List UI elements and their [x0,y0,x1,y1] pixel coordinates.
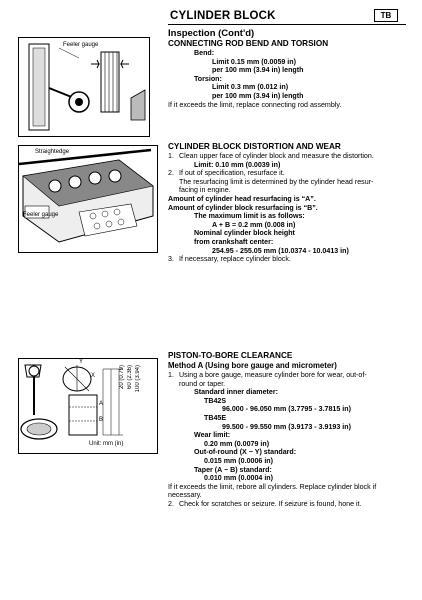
figure-label-feeler-gauge-2: Feeler gauge [23,212,59,218]
step-2: 2. If out of specification, resurface it. [168,169,285,178]
figure-label-straightedge: Straightedge [35,149,70,155]
method-a: Method A (Using bore gauge and micrometer) [168,361,337,370]
figure-block-distortion [18,145,158,253]
amount-a: Amount of cylinder head resurfacing is “A”. [168,194,316,203]
header-rule [168,24,406,25]
figure-label-b: B [99,417,104,423]
wear-limit-label: Wear limit: [194,431,231,440]
rebore-note-1: If it exceeds the limit, rebore all cylinders. Replace cylinder block if [168,482,377,491]
torsion-limit: Limit 0.3 mm (0.012 in) [212,83,289,92]
figure-label-x: X [91,373,96,379]
std-inner-diameter: Standard inner diameter: [194,388,278,397]
heading-piston-bore: PISTON-TO-BORE CLEARANCE [168,351,293,360]
bend-limit: Limit 0.15 mm (0.0059 in) [212,57,296,66]
bore-step-1: 1. Using a bore gauge, measure cylinder bore for wear, out-of- [168,371,367,379]
max-limit-label: The maximum limit is as follows: [194,212,305,221]
nominal-height-label: Nominal cylinder block height [194,229,295,238]
figure-connecting-rod [18,37,150,137]
wear-limit-value: 0.20 mm (0.0079 in) [204,439,270,448]
rebore-note-2: necessary. [168,491,202,500]
section-conrod [168,28,408,109]
taper-label: Taper (A − B) standard: [194,465,272,474]
resurfacing-line-2: facing in engine. [179,186,231,195]
bend-label: Bend: [194,49,215,57]
section-badge: TB [374,9,398,22]
section-piston-bore [168,351,408,509]
heading-block-distortion: CYLINDER BLOCK DISTORTION AND WEAR [168,142,341,151]
figure-dim-3: 100 (3.94) [135,365,141,393]
max-limit-value: A + B = 0.2 mm (0.008 in) [212,220,296,229]
tb45e-value: 99.500 - 99.550 mm (3.9173 - 3.9193 in) [222,422,351,431]
out-of-round-value: 0.015 mm (0.0006 in) [204,456,274,465]
step-1: 1. Clean upper face of cylinder block and measure the distortion. [168,152,374,160]
page-title: CYLINDER BLOCK [170,10,276,22]
figure-bore-gauge [18,358,158,454]
taper-value: 0.010 mm (0.0004 in) [204,474,274,483]
tb45e-label: TB45E [204,413,227,422]
figure-label-feeler-gauge: Feeler gauge [63,42,99,48]
resurfacing-line-1: The resurfacing limit is determined by the cylinder head resur- [179,177,374,186]
nominal-height-value: 254.95 - 255.05 mm (10.0374 - 10.0413 in) [212,246,349,255]
bore-step-2: 2. Check for scratches or seizure. If seizure is found, hone it. [168,499,362,508]
tb42s-value: 96.000 - 96.050 mm (3.7795 - 3.7815 in) [222,405,351,414]
figure-label-y: Y [79,359,84,365]
figure-dim-1: 20 (0.79) [119,365,125,390]
torsion-length: per 100 mm (3.94 in) length [212,91,304,100]
out-of-round-label: Out-of-round (X − Y) standard: [194,448,297,457]
amount-b: Amount of cylinder block resurfacing is “B”. [168,203,318,212]
section-block-distortion [168,142,408,264]
heading-conrod: CONNECTING ROD BEND AND TORSION [168,39,329,48]
nominal-height-from: from crankshaft center: [194,237,274,246]
conrod-note: If it exceeds the limit, replace connecting rod assembly. [168,100,342,109]
step-3: 3. If necessary, replace cylinder block. [168,255,291,264]
figure-label-unit: Unit: mm (in) [89,441,124,447]
bend-length: per 100 mm (3.94 in) length [212,66,304,75]
tb42s-label: TB42S [204,396,227,405]
subtitle-inspection: Inspection (Cont'd) [168,28,255,39]
figure-label-a: A [99,401,104,407]
figure-dim-2: 60 (2.36) [127,365,133,390]
bore-step-1-cont: round or taper. [179,379,226,388]
distortion-limit: Limit: 0.10 mm (0.0039 in) [194,160,281,169]
torsion-label: Torsion: [194,74,222,83]
